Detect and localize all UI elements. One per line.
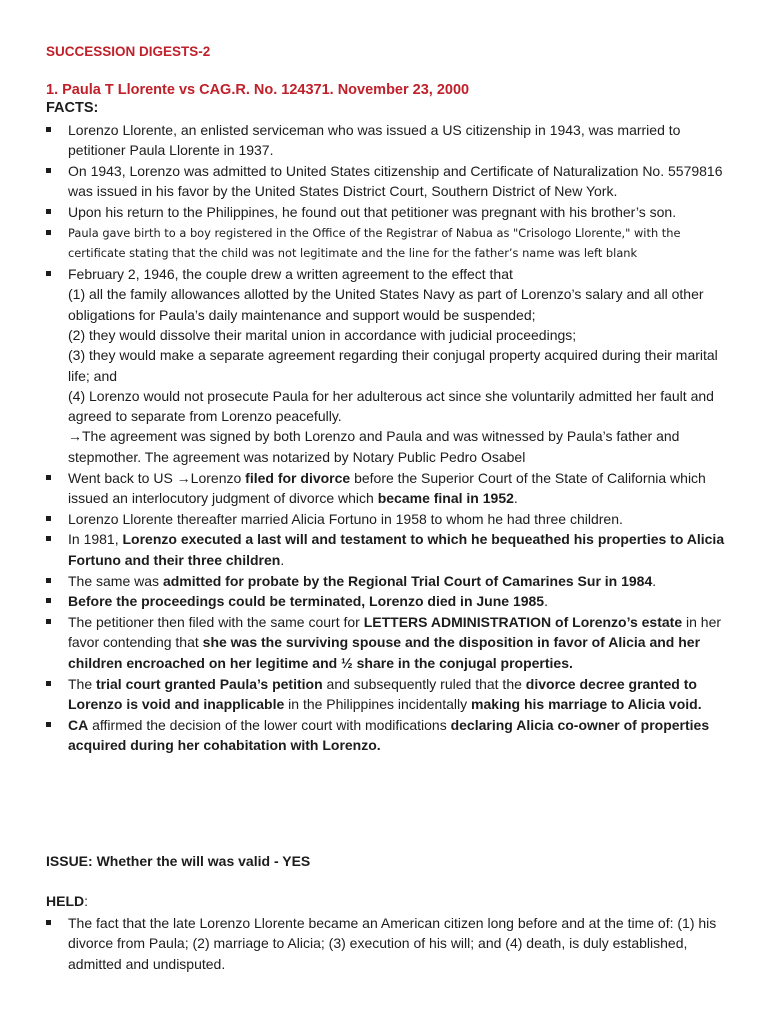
list-item: In 1981, Lorenzo executed a last will and testament to which he bequeathed his properties to Alicia Fortuno and their three children.: [46, 529, 726, 570]
arrow-icon: →: [68, 428, 82, 445]
list-item: Upon his return to the Philippines, he found out that petitioner was pregnant with his brother’s son.: [46, 202, 726, 222]
bullet-icon: [46, 475, 51, 480]
list-item: Lorenzo Llorente, an enlisted serviceman who was issued a US citizenship in 1943, was married to petitioner Paula Llorente in 1937.: [46, 120, 726, 161]
list-item: Paula gave birth to a boy registered in the Office of the Registrar of Nabua as "Crisologo Llorente," with the certificate stating that the child was not legitimate and the line for the father’s name was left blank: [46, 223, 726, 264]
bullet-icon: [46, 920, 51, 925]
held-heading: HELD:: [46, 893, 89, 909]
bullet-icon: [46, 168, 51, 173]
list-item: Lorenzo Llorente thereafter married Alicia Fortuno in 1958 to whom he had three children.: [46, 509, 726, 529]
bullet-icon: [46, 271, 51, 276]
list-item: Went back to US →Lorenzo filed for divorce before the Superior Court of the State of California which issued an interlocutory judgment of divorce which became final in 1952.: [46, 468, 726, 509]
document-title: SUCCESSION DIGESTS-2: [46, 44, 211, 59]
facts-heading: FACTS:: [46, 100, 99, 116]
bullet-icon: [46, 536, 51, 541]
held-list: [46, 913, 726, 974]
facts-list: [46, 120, 726, 756]
list-item: CA affirmed the decision of the lower court with modifications declaring Alicia co-owner of properties acquired during her cohabitation with Lorenzo.: [46, 715, 726, 756]
list-item: February 2, 1946, the couple drew a written agreement to the effect that (1) all the family allowances allotted by the United States Navy as part of Lorenzo’s salary and all other obligations for Paula’s daily maintenance and support would be suspended; (2) they would dissolve their marital union in accordance with judicial proceedings; (3) they would make a separate agreement regarding their conjugal property acquired during their marital life; and (4) Lorenzo would not prosecute Paula for her adulterous act since she voluntarily admitted her fault and agreed to separate from Lorenzo peacefully. →The agreement was signed by both Lorenzo and Paula and was witnessed by Paula’s father and stepmother. The agreement was notarized by Notary Public Pedro Osabel: [46, 264, 726, 467]
list-item: The fact that the late Lorenzo Llorente became an American citizen long before and at the time of: (1) his divorce from Paula; (2) marriage to Alicia; (3) execution of his will; and (4) death, is duly established, admitted and undisputed.: [46, 913, 726, 974]
bullet-icon: [46, 681, 51, 686]
case-title: 1. Paula T Llorente vs CAG.R. No. 124371. November 23, 2000: [46, 82, 470, 98]
list-item: On 1943, Lorenzo was admitted to United States citizenship and Certificate of Naturalization No. 5579816 was issued in his favor by the United States District Court, Southern District of New York.: [46, 161, 726, 202]
bullet-icon: [46, 578, 51, 583]
bullet-icon: [46, 722, 51, 727]
bullet-icon: [46, 127, 51, 132]
bullet-icon: [46, 619, 51, 624]
list-item: The petitioner then filed with the same court for LETTERS ADMINISTRATION of Lorenzo’s estate in her favor contending that she was the surviving spouse and the disposition in favor of Alicia and her children encroached on her legitime and ½ share in the conjugal properties.: [46, 612, 726, 673]
bullet-icon: [46, 598, 51, 603]
list-item: The trial court granted Paula’s petition and subsequently ruled that the divorce decree granted to Lorenzo is void and inapplicable in the Philippines incidentally making his marriage to Alicia void.: [46, 674, 726, 715]
bullet-icon: [46, 209, 51, 214]
list-item: The same was admitted for probate by the Regional Trial Court of Camarines Sur in 1984.: [46, 571, 726, 591]
bullet-icon: [46, 230, 51, 235]
bullet-icon: [46, 516, 51, 521]
list-item: Before the proceedings could be terminated, Lorenzo died in June 1985.: [46, 591, 726, 611]
issue-heading: ISSUE: Whether the will was valid - YES: [46, 853, 311, 869]
